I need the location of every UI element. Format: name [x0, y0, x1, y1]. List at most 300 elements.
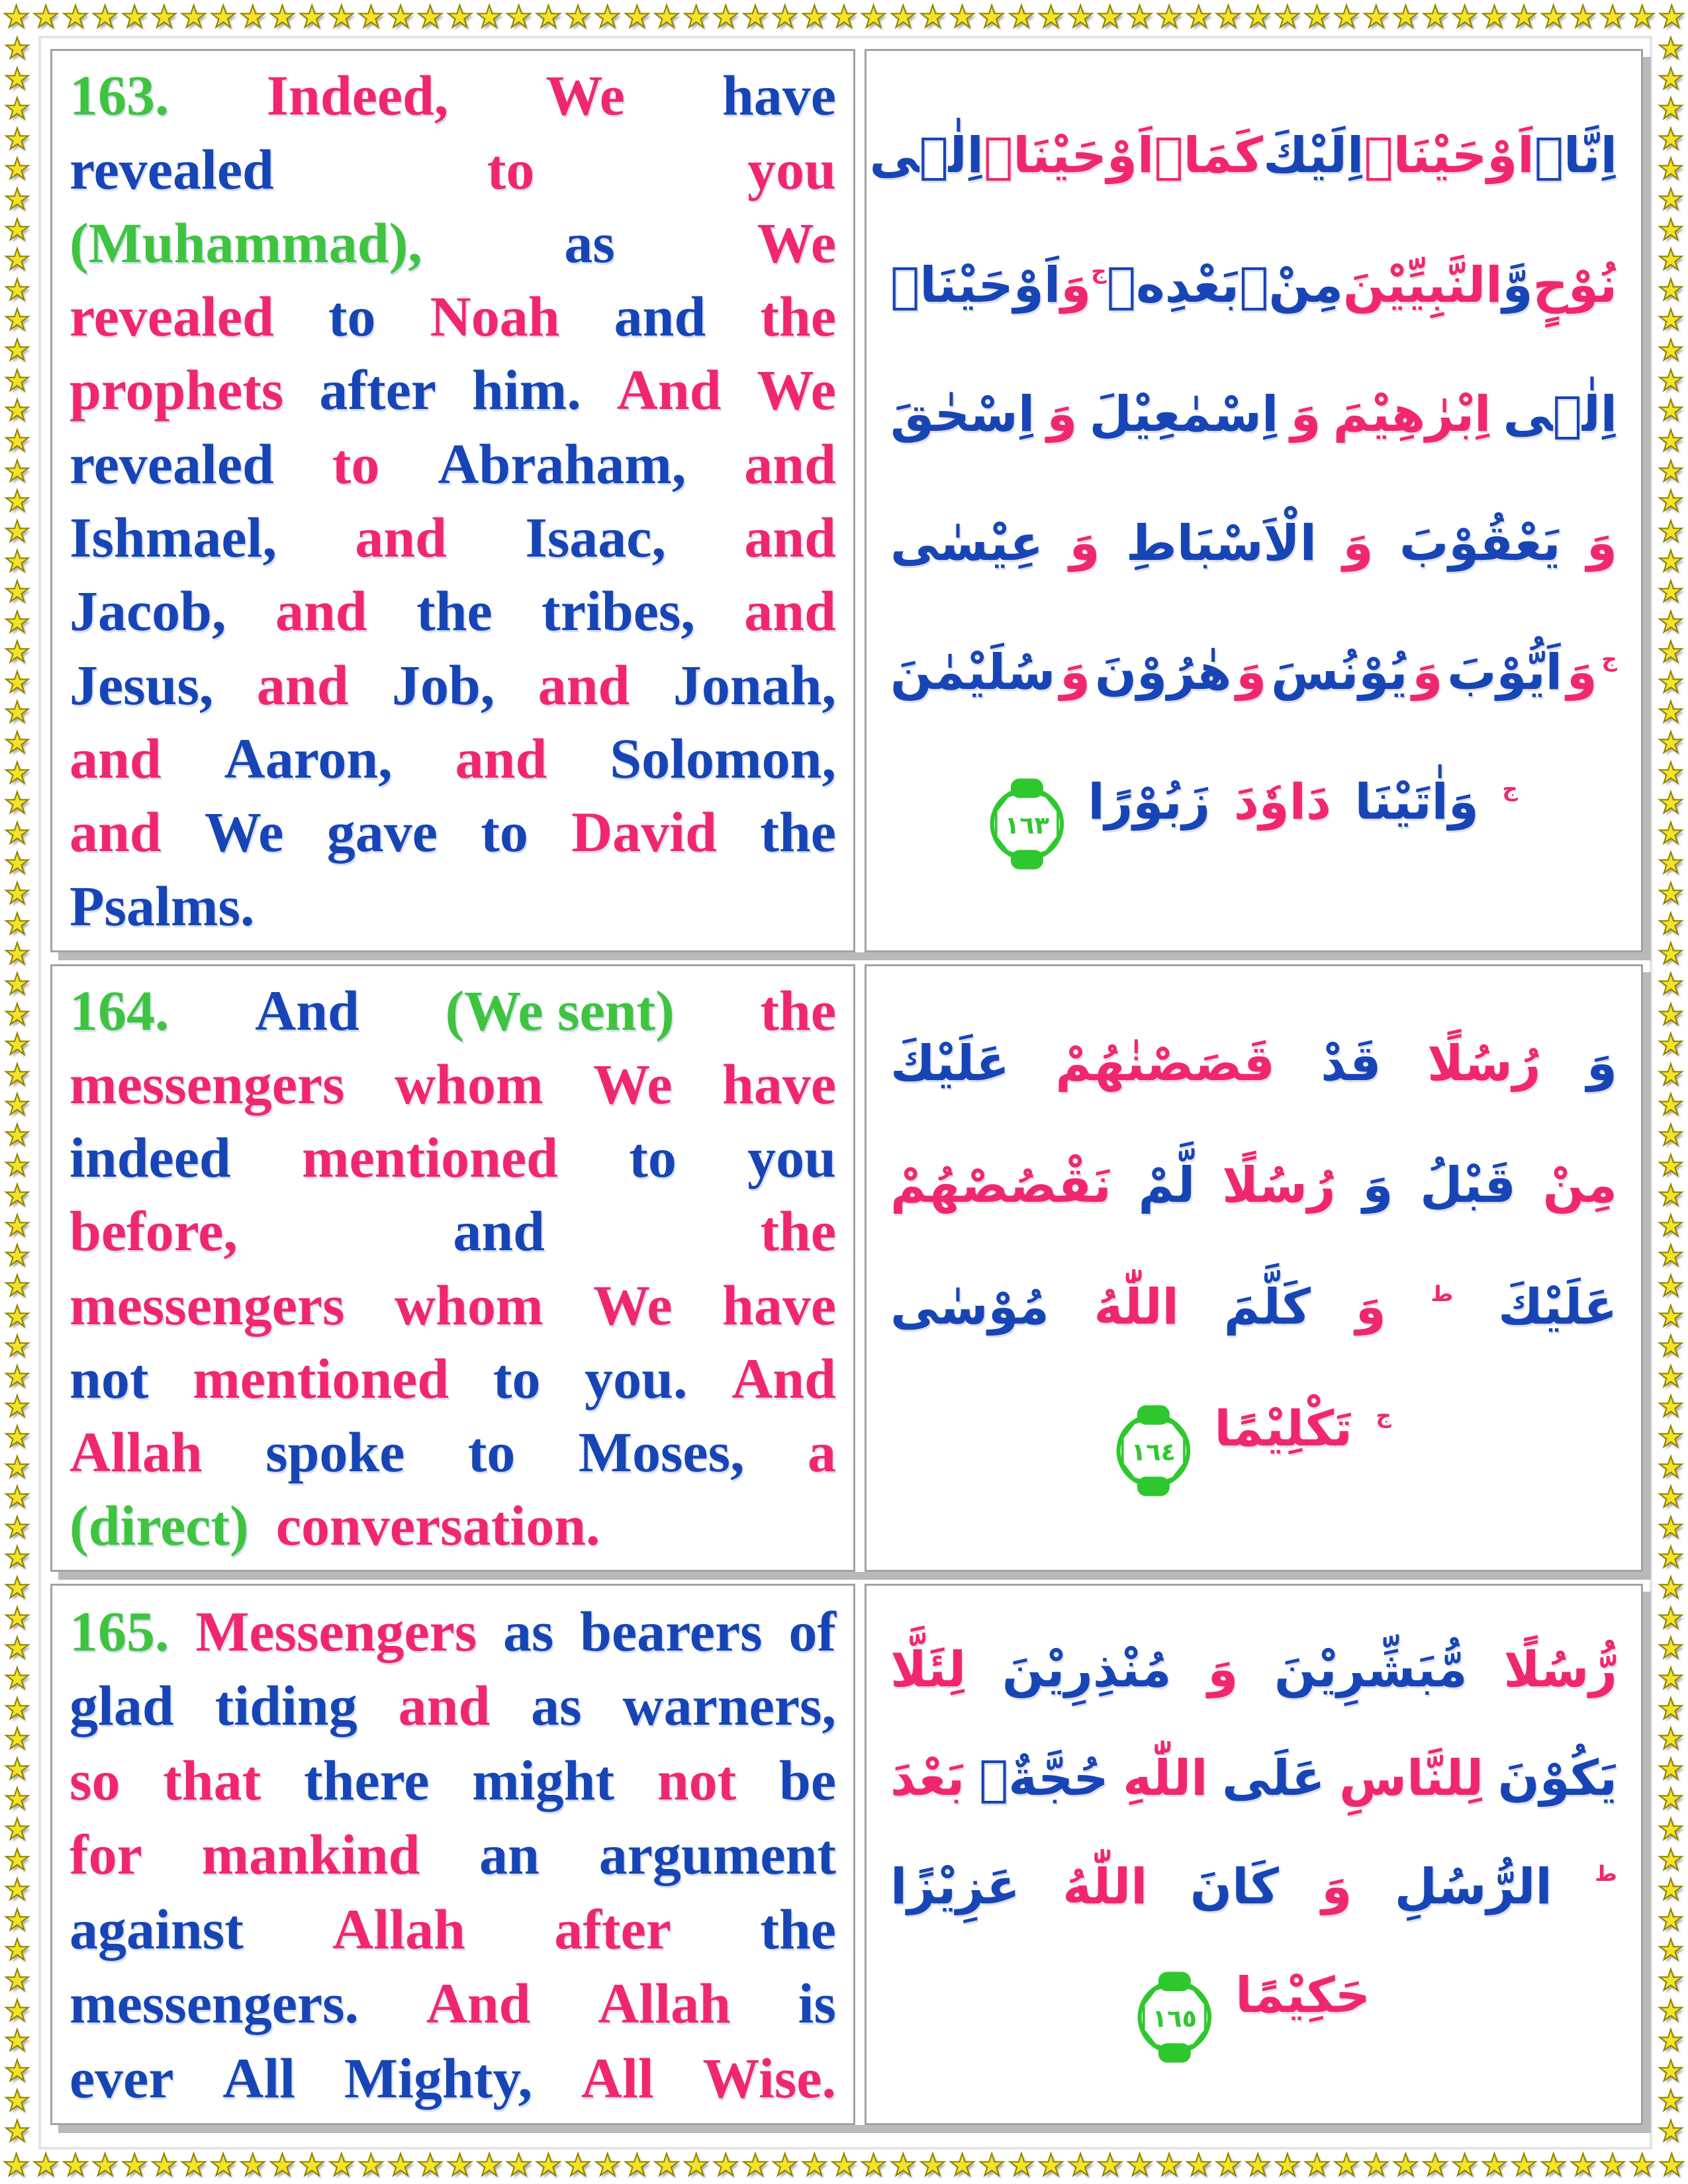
- star-icon: ★: [4, 816, 30, 850]
- star-icon: ★: [1658, 1148, 1684, 1183]
- arabic-word: لِئَلَّا: [890, 1641, 966, 1698]
- arabic-word: كَلَّمَ: [1223, 1279, 1311, 1336]
- english-word: and: [744, 432, 836, 496]
- star-icon: ★: [623, 0, 651, 34]
- star-icon: ★: [1658, 574, 1684, 609]
- star-icon: ★: [1391, 0, 1420, 34]
- star-icon: ★: [1658, 2054, 1684, 2088]
- star-icon: ★: [4, 454, 30, 488]
- text-line: [70, 1747, 836, 1813]
- star-icon: ★: [1540, 2147, 1568, 2183]
- text-line: [70, 62, 836, 128]
- english-word: the: [760, 979, 836, 1043]
- english-word: We: [757, 358, 836, 422]
- arabic-word: الرُّسُلِ: [1394, 1858, 1552, 1915]
- star-icon: ★: [1658, 1752, 1684, 1786]
- english-word: so: [70, 1748, 120, 1812]
- english-word: (direct): [70, 1493, 249, 1557]
- arabic-word: وَّ: [1502, 256, 1533, 314]
- star-icon: ★: [1658, 0, 1685, 34]
- star-icon: ★: [1658, 877, 1684, 911]
- english-word: and: [398, 1674, 491, 1737]
- star-icon: ★: [1658, 846, 1684, 881]
- english-word: indeed: [70, 1126, 231, 1190]
- star-icon: ★: [4, 92, 30, 126]
- english-word: ever: [70, 2046, 174, 2110]
- english-word: revealed: [70, 432, 274, 496]
- star-icon: ★: [1658, 726, 1684, 760]
- star-icon: ★: [4, 1752, 30, 1786]
- star-icon: ★: [771, 0, 799, 34]
- star-icon: ★: [4, 1118, 30, 1152]
- star-icon: ★: [4, 1843, 30, 1877]
- text-line: [70, 1896, 836, 1962]
- star-icon: ★: [682, 2147, 710, 2183]
- arabic-word: مُنْذِرِيْنَ: [1002, 1641, 1172, 1698]
- star-border-top: [3, 1, 1685, 33]
- star-icon: ★: [505, 0, 533, 34]
- star-icon: ★: [1628, 0, 1656, 34]
- star-icon: ★: [4, 243, 30, 277]
- english-word: tribes,: [541, 579, 695, 643]
- star-icon: ★: [1303, 0, 1331, 34]
- english-word: All: [222, 2046, 296, 2110]
- english-word: and: [256, 653, 349, 717]
- star-icon: ★: [1658, 937, 1684, 972]
- text-line: [70, 578, 836, 644]
- star-icon: ★: [1658, 454, 1684, 488]
- star-icon: ★: [4, 997, 30, 1032]
- star-icon: ★: [4, 2024, 30, 2058]
- star-icon: ★: [4, 1450, 30, 1484]
- star-icon: ★: [32, 0, 60, 34]
- english-word: you: [747, 1126, 836, 1190]
- arabic-word: حُجَّةٌۢ: [978, 1750, 1109, 1807]
- english-word: that: [163, 1748, 261, 1812]
- star-icon: ★: [1658, 1390, 1684, 1424]
- star-icon: ★: [1066, 0, 1094, 34]
- star-icon: ★: [1658, 1299, 1684, 1334]
- star-icon: ★: [4, 334, 30, 368]
- english-word: whom: [395, 1273, 543, 1337]
- english-word: glad: [70, 1674, 174, 1737]
- star-icon: ★: [1658, 1480, 1684, 1515]
- english-word: the: [416, 579, 492, 643]
- arabic-word: عَزِيْزًا: [890, 1858, 1020, 1915]
- star-icon: ★: [1362, 2147, 1390, 2183]
- star-icon: ★: [1333, 0, 1360, 34]
- arabic-word: عَلَيْكَ: [890, 1035, 1009, 1092]
- svg-text:١٦٥: ١٦٥: [1152, 2004, 1197, 2033]
- arabic-word: اِلَيْكَ: [1263, 127, 1364, 185]
- star-icon: ★: [682, 0, 710, 34]
- english-word: and: [355, 506, 447, 570]
- star-icon: ★: [1658, 394, 1684, 428]
- arabic-word: النَّبِيِّيْنَ: [1342, 256, 1503, 314]
- star-icon: ★: [1008, 2147, 1035, 2183]
- star-icon: ★: [1658, 1118, 1684, 1152]
- star-icon: ★: [1303, 2147, 1331, 2183]
- text-line: [890, 1157, 1617, 1214]
- star-icon: ★: [741, 0, 769, 34]
- text-line: [890, 1035, 1617, 1092]
- star-icon: ★: [387, 2147, 414, 2183]
- english-word: And: [731, 1346, 836, 1410]
- english-word: to: [481, 800, 528, 864]
- english-word: spoke: [265, 1420, 405, 1484]
- star-icon: ★: [239, 2147, 267, 2183]
- star-icon: ★: [653, 0, 680, 34]
- star-icon: ★: [4, 1933, 30, 1968]
- text-line: [70, 431, 836, 497]
- text-line: [70, 725, 836, 792]
- star-icon: ★: [4, 2115, 30, 2149]
- star-icon: ★: [1451, 0, 1479, 34]
- star-icon: ★: [1155, 2147, 1183, 2183]
- arabic-word: وَ: [1566, 644, 1597, 702]
- star-icon: ★: [1658, 786, 1684, 821]
- text-line: [70, 357, 836, 423]
- star-icon: ★: [1244, 0, 1272, 34]
- star-icon: ★: [1066, 2147, 1094, 2183]
- verse-row-165: [50, 1584, 1643, 2125]
- star-icon: ★: [239, 0, 267, 34]
- star-icon: ★: [4, 183, 30, 217]
- star-icon: ★: [1599, 2147, 1626, 2183]
- star-icon: ★: [653, 2147, 680, 2183]
- star-icon: ★: [889, 0, 917, 34]
- arabic-word: اِسْمٰعِيْلَ: [1089, 385, 1279, 443]
- text-line: [70, 1821, 836, 1888]
- star-icon: ★: [4, 1782, 30, 1817]
- star-icon: ★: [1658, 92, 1684, 126]
- arabic-word: رُّسُلًا: [1503, 1641, 1617, 1698]
- star-icon: ★: [1451, 2147, 1479, 2183]
- english-word: and: [614, 285, 706, 349]
- text-line: [869, 127, 1617, 185]
- star-icon: ★: [1658, 1782, 1684, 1817]
- star-icon: ★: [978, 0, 1006, 34]
- star-icon: ★: [1421, 2147, 1449, 2183]
- english-word: All: [581, 2046, 654, 2110]
- star-icon: ★: [4, 212, 30, 247]
- arabic-word: وَ: [1207, 1641, 1239, 1698]
- star-icon: ★: [1658, 1330, 1684, 1364]
- star-icon: ★: [1658, 1873, 1684, 1907]
- star-icon: ★: [1658, 152, 1684, 187]
- english-word: as: [564, 210, 615, 275]
- english-word: a: [807, 1420, 836, 1484]
- english-word: to: [492, 1346, 541, 1410]
- star-icon: ★: [91, 0, 119, 34]
- star-icon: ★: [1125, 0, 1154, 34]
- text-line: [70, 1124, 836, 1191]
- english-word: We: [757, 210, 836, 275]
- arabic-word: وَ: [1321, 1858, 1352, 1915]
- star-icon: ★: [1658, 2147, 1685, 2183]
- star-icon: ★: [1658, 514, 1684, 549]
- pause-mark: ج: [1376, 1402, 1391, 1428]
- star-icon: ★: [1658, 212, 1684, 247]
- star-icon: ★: [4, 846, 30, 881]
- english-word: is: [798, 1972, 836, 2035]
- english-word: Psalms.: [70, 874, 255, 938]
- star-icon: ★: [1658, 1420, 1684, 1455]
- star-icon: ★: [268, 0, 297, 34]
- text-line: [70, 504, 836, 570]
- star-icon: ★: [4, 1208, 30, 1243]
- english-word: before,: [70, 1199, 238, 1263]
- star-icon: ★: [564, 0, 592, 34]
- star-icon: ★: [4, 967, 30, 1001]
- arabic-word: وَ: [1412, 644, 1443, 702]
- arabic-word: الْاَسْبَاطِ: [1125, 515, 1317, 572]
- star-icon: ★: [1658, 303, 1684, 338]
- star-icon: ★: [357, 2147, 385, 2183]
- star-icon: ★: [4, 62, 30, 96]
- star-icon: ★: [1658, 1993, 1684, 2028]
- star-icon: ★: [4, 303, 30, 338]
- star-icon: ★: [1658, 1269, 1684, 1303]
- english-word: (Muhammad),: [70, 210, 422, 275]
- star-icon: ★: [949, 2147, 976, 2183]
- english-word: David: [571, 800, 718, 864]
- star-icon: ★: [445, 2147, 474, 2183]
- star-icon: ★: [830, 2147, 858, 2183]
- star-icon: ★: [91, 2147, 119, 2183]
- star-icon: ★: [1096, 0, 1124, 34]
- arabic-word: اَوْحَيْنَاۤ: [983, 127, 1154, 185]
- star-icon: ★: [1185, 0, 1213, 34]
- text-line: [70, 1198, 836, 1264]
- star-icon: ★: [4, 1028, 30, 1062]
- star-icon: ★: [1333, 2147, 1360, 2183]
- star-icon: ★: [1658, 1631, 1684, 1666]
- english-word: prophets: [70, 358, 284, 422]
- arabic-word: اِنَّاۤ: [1534, 127, 1617, 185]
- star-icon: ★: [4, 1330, 30, 1364]
- star-icon: ★: [328, 0, 355, 34]
- star-icon: ★: [4, 1148, 30, 1183]
- arabic-word: حَكِيْمًا: [1235, 1967, 1371, 2024]
- star-icon: ★: [1658, 62, 1684, 96]
- star-icon: ★: [1658, 1208, 1684, 1243]
- english-word: messengers.: [70, 1972, 359, 2035]
- star-icon: ★: [1096, 2147, 1124, 2183]
- arabic-word: اَوْحَيْنَاۤ: [1364, 127, 1534, 185]
- star-icon: ★: [1037, 2147, 1065, 2183]
- arabic-word: وَ: [1047, 385, 1078, 443]
- english-word: you: [747, 137, 836, 201]
- star-icon: ★: [1658, 1359, 1684, 1394]
- text-line: [70, 652, 836, 718]
- english-word: an: [479, 1823, 539, 1886]
- arabic-word: وَاٰتَيْنَا: [1354, 773, 1479, 831]
- star-icon: ★: [949, 0, 976, 34]
- english-word: of: [788, 1599, 836, 1663]
- text-line: [890, 1967, 1617, 2068]
- arabic-word: وَ: [1069, 515, 1100, 572]
- pause-mark: ج: [1601, 647, 1617, 672]
- english-word: and: [70, 726, 162, 790]
- arabic-word: تَكْلِيْمًا: [1214, 1400, 1352, 1457]
- arabic-word: كَمَاۤ: [1154, 127, 1264, 185]
- english-word: there: [303, 1748, 430, 1812]
- star-icon: ★: [1658, 1450, 1684, 1484]
- arabic-word: وَ: [1236, 644, 1267, 702]
- star-icon: ★: [1658, 1028, 1684, 1062]
- star-icon: ★: [4, 1239, 30, 1273]
- arabic-word: هٰرُوْنَ: [1094, 644, 1232, 702]
- star-icon: ★: [387, 0, 414, 34]
- star-icon: ★: [416, 0, 444, 34]
- star-icon: ★: [1658, 2084, 1684, 2118]
- verse-table: [50, 49, 1643, 2125]
- english-word: Isaac,: [525, 506, 666, 570]
- star-icon: ★: [1274, 0, 1301, 34]
- star-icon: ★: [1658, 1179, 1684, 1213]
- arabic-word: عَلَى: [1221, 1750, 1325, 1807]
- star-icon: ★: [1214, 2147, 1243, 2183]
- english-word: as: [503, 1599, 554, 1663]
- arabic-word: قَدْ: [1321, 1035, 1382, 1092]
- star-icon: ★: [623, 2147, 651, 2183]
- english-word: and: [744, 506, 836, 570]
- text-line: [70, 1492, 836, 1559]
- star-icon: ★: [1214, 0, 1243, 34]
- pause-mark: ج: [1502, 776, 1518, 801]
- arabic-word: قَبْلُ: [1420, 1157, 1516, 1214]
- star-icon: ★: [4, 635, 30, 670]
- star-icon: ★: [4, 2084, 30, 2118]
- english-word: have: [722, 1273, 836, 1337]
- star-icon: ★: [4, 1601, 30, 1635]
- star-icon: ★: [712, 0, 739, 34]
- star-icon: ★: [1125, 2147, 1154, 2183]
- arabic-word: قَصَصْنٰهُمْ: [1055, 1035, 1275, 1092]
- star-icon: ★: [1274, 2147, 1301, 2183]
- text-line: [70, 978, 836, 1044]
- star-icon: ★: [1510, 0, 1538, 34]
- english-word: against: [70, 1897, 244, 1961]
- star-icon: ★: [1185, 2147, 1213, 2183]
- star-icon: ★: [4, 574, 30, 609]
- english-cell-163: [50, 49, 855, 952]
- text-line: [890, 1858, 1617, 1915]
- star-icon: ★: [4, 1964, 30, 1997]
- star-icon: ★: [4, 1692, 30, 1726]
- english-word: We: [204, 800, 284, 864]
- star-icon: ★: [1658, 756, 1684, 790]
- arabic-word: يَعْقُوْبَ: [1399, 515, 1561, 572]
- star-icon: ★: [4, 514, 30, 549]
- arabic-word: اِبْرٰهِيْمَ: [1333, 385, 1491, 443]
- star-icon: ★: [4, 1873, 30, 1907]
- star-icon: ★: [712, 2147, 739, 2183]
- star-icon: ★: [4, 605, 30, 639]
- star-icon: ★: [1658, 1722, 1684, 1756]
- star-icon: ★: [4, 756, 30, 790]
- star-icon: ★: [1658, 484, 1684, 519]
- text-line: [70, 1970, 836, 2036]
- star-icon: ★: [4, 1058, 30, 1092]
- english-word: Jacob,: [70, 579, 226, 643]
- star-icon: ★: [1658, 1510, 1684, 1545]
- english-word: Ishmael,: [70, 506, 277, 570]
- arabic-word: اللّٰهُ: [1062, 1858, 1148, 1915]
- star-icon: ★: [3, 2147, 30, 2183]
- star-icon: ★: [32, 2147, 60, 2183]
- star-icon: ★: [209, 0, 237, 34]
- star-icon: ★: [1155, 0, 1183, 34]
- star-icon: ★: [1599, 0, 1626, 34]
- star-icon: ★: [1658, 2115, 1684, 2149]
- text-line: [70, 283, 836, 349]
- arabic-cell-163: [865, 49, 1643, 952]
- star-icon: ★: [475, 2147, 503, 2183]
- english-word: you.: [585, 1346, 688, 1410]
- english-word: 163.: [70, 64, 169, 128]
- star-icon: ★: [1658, 363, 1684, 398]
- arabic-word: رُسُلًا: [1222, 1157, 1336, 1214]
- star-icon: ★: [1037, 0, 1065, 34]
- star-icon: ★: [4, 1510, 30, 1545]
- star-icon: ★: [120, 0, 148, 34]
- english-word: Indeed,: [266, 64, 449, 128]
- english-word: for: [70, 1823, 142, 1886]
- english-word: bearers: [580, 1599, 763, 1663]
- star-icon: ★: [4, 665, 30, 700]
- star-icon: ★: [4, 1903, 30, 1937]
- star-icon: ★: [1658, 122, 1684, 156]
- english-word: not: [657, 1748, 737, 1812]
- arabic-word: وَ: [1290, 385, 1321, 443]
- star-icon: ★: [4, 1088, 30, 1122]
- verse-row-163: [50, 49, 1643, 952]
- star-icon: ★: [830, 0, 858, 34]
- star-icon: ★: [1658, 1812, 1684, 1846]
- english-word: after: [319, 358, 436, 422]
- star-icon: ★: [4, 122, 30, 156]
- star-icon: ★: [179, 2147, 208, 2183]
- text-line: [890, 1400, 1617, 1501]
- arabic-word: اَوْحَيْنَاۤ: [890, 256, 1061, 314]
- star-icon: ★: [357, 0, 385, 34]
- star-icon: ★: [4, 363, 30, 398]
- arabic-word: لَّمْ: [1138, 1157, 1196, 1214]
- english-word: and: [538, 653, 630, 717]
- star-icon: ★: [1658, 1661, 1684, 1696]
- star-icon: ★: [1658, 1843, 1684, 1877]
- english-word: argument: [598, 1823, 836, 1886]
- star-icon: ★: [445, 0, 474, 34]
- star-icon: ★: [4, 726, 30, 760]
- star-icon: ★: [1658, 1903, 1684, 1937]
- text-line: [70, 210, 836, 276]
- english-word: Jesus,: [70, 653, 214, 717]
- arabic-word: يُوْنُسَ: [1270, 644, 1408, 702]
- star-icon: ★: [1569, 0, 1597, 34]
- star-icon: ★: [1510, 2147, 1538, 2183]
- star-icon: ★: [1658, 2024, 1684, 2058]
- text-line: [890, 774, 1617, 874]
- star-icon: ★: [179, 0, 208, 34]
- text-line: [890, 1279, 1617, 1336]
- arabic-word: نَقْصُصْهُمْ: [890, 1157, 1111, 1214]
- star-icon: ★: [1658, 243, 1684, 277]
- verse-end-medallion: [990, 774, 1064, 874]
- star-icon: ★: [1008, 0, 1035, 34]
